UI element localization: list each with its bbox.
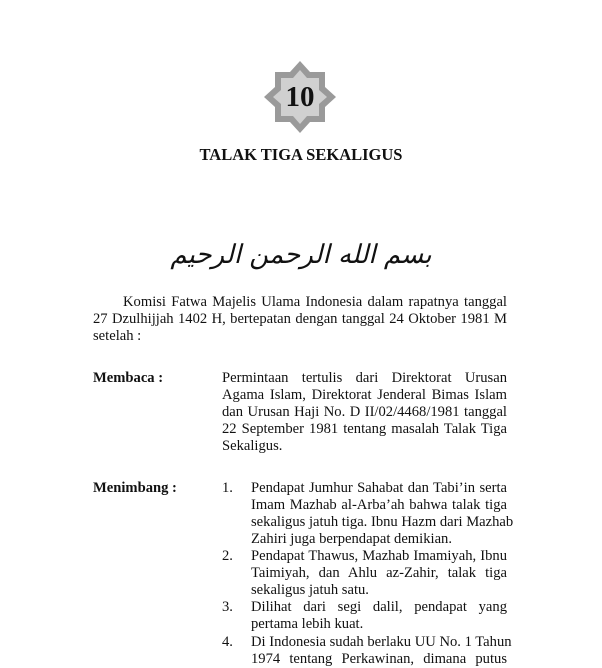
page-title: TALAK TIGA SEKALIGUS	[199, 145, 403, 164]
membaca-line: Sekaligus.	[222, 438, 283, 454]
list-item-line: Taimiyah, dan Ahlu az-Zahir, talak tiga	[251, 565, 507, 581]
membaca-line: dan Urusan Haji No. D II/02/4468/1981 tanggal	[222, 404, 507, 420]
basmala-calligraphy: بسم الله الرحمن الرحيم	[170, 240, 432, 270]
list-item-line: Pendapat Jumhur Sahabat dan Tabi’in serta	[251, 480, 507, 496]
list-number: 2.	[222, 548, 233, 564]
membaca-line: Permintaan tertulis dari Direktorat Urusan	[222, 370, 507, 386]
list-item-line: Di Indonesia sudah berlaku UU No. 1 Tahun	[251, 634, 512, 650]
membaca-line: Agama Islam, Direktorat Jenderal Bimas Islam	[222, 387, 507, 403]
list-item-line: Zahiri juga berpendapat demikian.	[251, 531, 452, 547]
menimbang-label: Menimbang :	[93, 480, 177, 496]
intro-line: 27 Dzulhijjah 1402 H, bertepatan dengan tanggal 24 Oktober 1981 M	[93, 311, 507, 327]
membaca-label: Membaca :	[93, 370, 164, 386]
list-item-line: 1974 tentang Perkawinan, dimana putus	[251, 651, 507, 667]
intro-line: Komisi Fatwa Majelis Ulama Indonesia dalam rapatnya tanggal	[123, 294, 507, 310]
membaca-line: 22 September 1981 tentang masalah Talak Tiga	[222, 421, 507, 437]
list-number: 3.	[222, 599, 233, 615]
list-item-line: Imam Mazhab al-Arba’ah bahwa talak tiga	[251, 497, 507, 513]
intro-line: setelah :	[93, 328, 142, 344]
list-number: 4.	[222, 634, 233, 650]
chapter-number: 10	[285, 80, 315, 113]
list-item-line: Pendapat Thawus, Mazhab Imamiyah, Ibnu	[251, 548, 507, 564]
list-number: 1.	[222, 480, 233, 496]
list-item-line: sekaligus jatuh tiga. Ibnu Hazm dari Mazhab	[251, 514, 514, 530]
list-item-line: sekaligus jatuh satu.	[251, 582, 369, 598]
list-item-line: pertama lebih kuat.	[251, 616, 364, 632]
list-item-line: Dilihat dari segi dalil, pendapat yang	[251, 599, 507, 615]
